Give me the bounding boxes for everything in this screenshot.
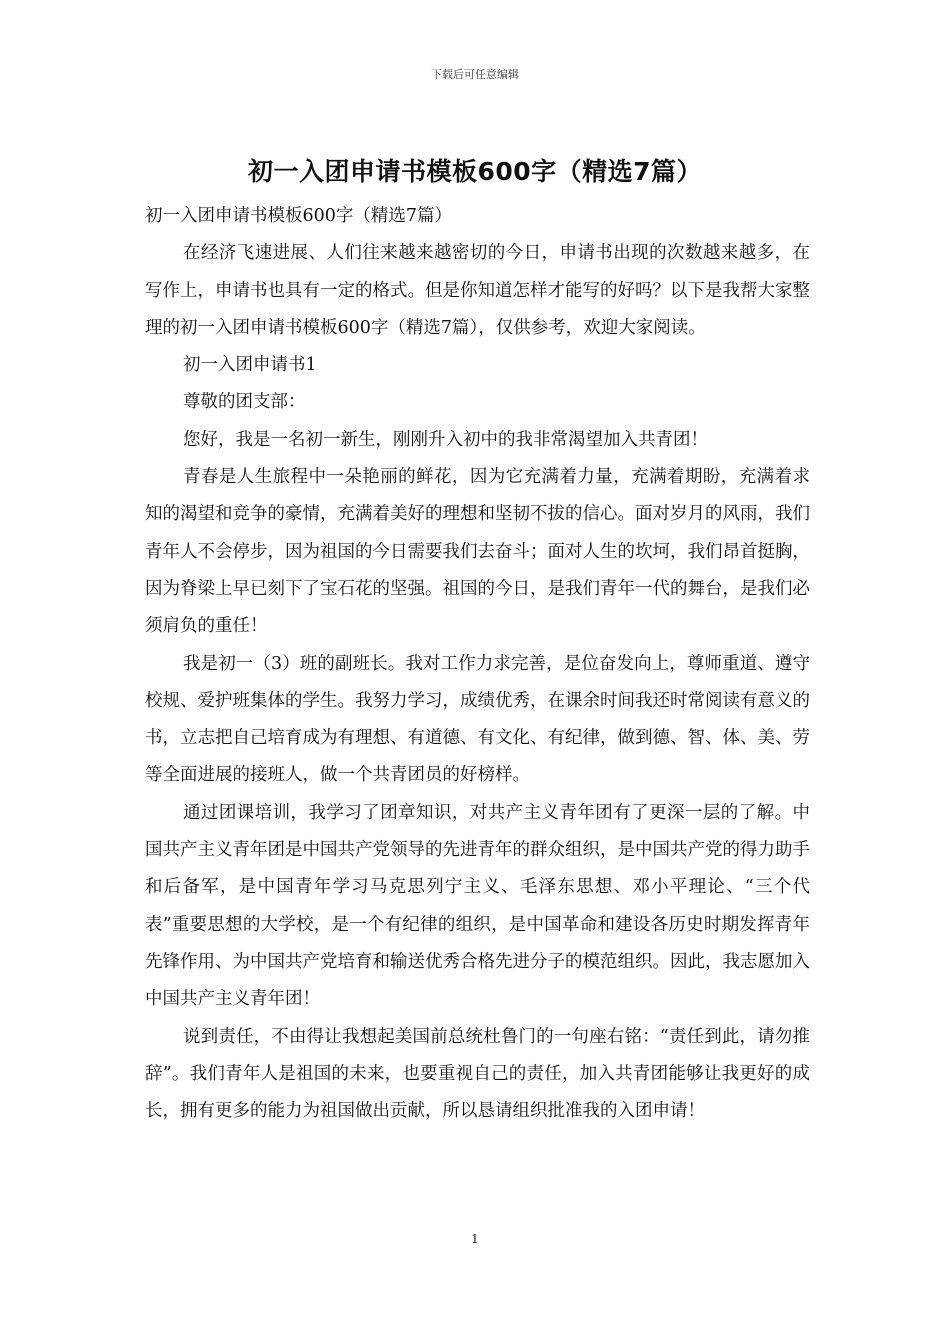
body-paragraph: 青春是人生旅程中一朵艳丽的鲜花，因为它充满着力量，充满着期盼，充满着求知的渴望和竞争的豪情，充满着美好的理想和坚韧不拔的信心。面对岁月的风雨，我们青年人不会停步，因为祖国的今日需要我们去奋斗；面对人生的坎坷，我们昂首挺胸，因为脊梁上早已刻下了宝石花的坚强。祖国的今日，是我们青年一代的舞台，是我们必须肩负的重任！	[145, 467, 810, 637]
header-note: 下载后可任意编辑	[431, 68, 519, 81]
document-title: 初一入团申请书模板600字（精选7篇）	[247, 157, 703, 186]
body-paragraph: 说到责任，不由得让我想起美国前总统杜鲁门的一句座右铭：“责任到此，请勿推辞”。我们青年人是祖国的未来，也要重视自己的责任，加入共青团能够让我更好的成长，拥有更多的能力为祖国做出贡献，所以恳请组织批准我的入团申请！	[145, 1026, 810, 1122]
salutation: 尊敬的团支部：	[183, 392, 306, 413]
page-number: 1	[471, 1232, 479, 1246]
section-heading: 初一入团申请书1	[183, 355, 317, 376]
document-subtitle: 初一入团申请书模板600字（精选7篇）	[145, 206, 453, 226]
body-paragraph: 我是初一（3）班的副班长。我对工作力求完善，是位奋发向上，尊师重道、遵守校规、爱护班集体的学生。我努力学习，成绩优秀，在课余时间我还时常阅读有意义的书，立志把自己培育成为有理想、有道德、有文化、有纪律，做到德、智、体、美、劳等全面进展的接班人，做一个共青团员的好榜样。	[145, 653, 810, 786]
document-body	[145, 198, 810, 1130]
intro-paragraph: 在经济飞速进展、人们往来越来越密切的今日，申请书出现的次数越来越多，在写作上，申请书也具有一定的格式。但是你知道怎样才能写的好吗？以下是我帮大家整理的初一入团申请书模板600字（精选7篇），仅供参考，欢迎大家阅读。	[145, 243, 810, 338]
body-paragraph: 您好，我是一名初一新生，刚刚升入初中的我非常渴望加入共青团！	[183, 429, 708, 450]
body-paragraph: 通过团课培训，我学习了团章知识，对共产主义青年团有了更深一层的了解。中国共产主义青年团是中国共产党领导的先进青年的群众组织，是中国共产党的得力助手和后备军，是中国青年学习马克思列宁主义、毛泽东思想、邓小平理论、“三个代表”重要思想的大学校，是一个有纪律的组织，是中国革命和建设各历史时期发挥青年先锋作用、为中国共产党培育和输送优秀合格先进分子的模范组织。因此，我志愿加入中国共产主义青年团！	[145, 802, 810, 1010]
